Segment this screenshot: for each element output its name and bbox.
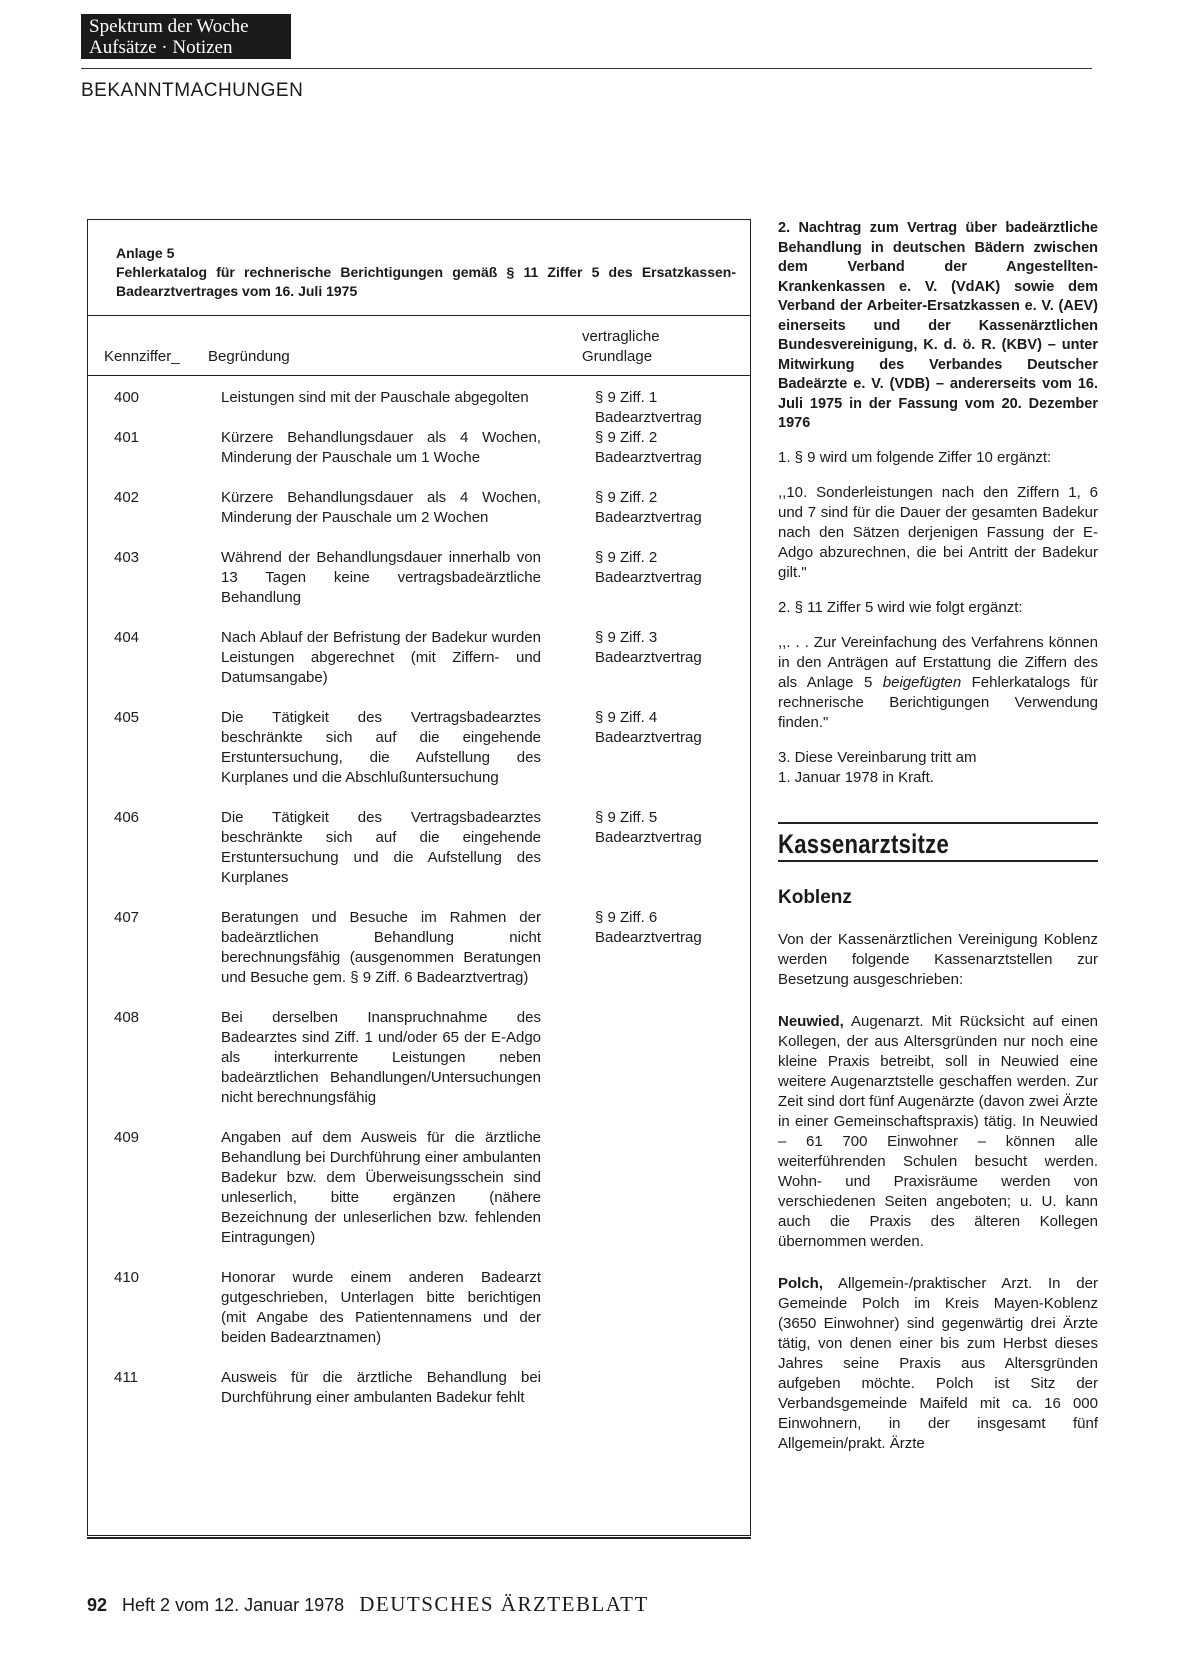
table-row [88,488,750,528]
table-row [88,1268,750,1348]
kassen-entry-neuwied: Neuwied, Augenarzt. Mit Rücksicht auf einen Kollegen, der aus Altersgründen nur noch eine kleine Praxis betreibt, soll in Neuwied eine weitere Augenarztstelle geschaffen werden. Zur Zeit sind dort fünf Augenärzte (davon zwei Ärzte in einer Gemeinschaftspraxis) tätig. In Neuwied – 61 700 Einwohner – können alle weiterführenden Schulen besucht werden. Wohn- und Praxisräume werden von verschiedenen Seiten angeboten; u. U. kann auch die Praxis des älteren Kollegen übernommen werden. [778,1012,1098,1250]
table-row [88,548,750,608]
row-basis: § 9 Ziff. 1 Badearztvertrag [595,389,702,426]
right-column [778,219,1098,1469]
kassen-title: Kassenarztsitze [778,828,950,859]
kassen-subtitle: Koblenz [778,886,852,908]
row-code: 403 [114,549,140,566]
error-catalog-table [87,219,751,1536]
page-number: 92 [87,1595,108,1615]
row-code: 400 [114,389,140,406]
row-reason: Die Tätigkeit des Vertragsbadearztes beschränkte sich auf die eingehende Erstuntersuchung, die Aufstellung des Kurplanes und die Abschlußuntersuchung [221,709,541,786]
section-badge [81,14,291,59]
row-reason: Kürzere Behandlungsdauer als 4 Wochen, Minderung der Pauschale um 1 Woche [221,429,541,466]
column-header-reason: Begründung [208,348,290,365]
journal-name: DEUTSCHES ÄRZTEBLATT [359,1592,649,1616]
row-basis: § 9 Ziff. 2 Badearztvertrag [595,489,702,526]
row-code: 411 [114,1369,138,1386]
badge-line-1: Spektrum der Woche [89,16,249,37]
table-row [88,388,750,426]
issue-info: Heft 2 vom 12. Januar 1978 [122,1595,345,1615]
kassen-entry-polch: Polch, Allgemein-/praktischer Arzt. In der Gemeinde Polch im Kreis Mayen-Koblenz (3650 Einwohner) sind gegenwärtig drei Ärzte tätig, von denen einer bis zum Herbst dieses Jahres seine Praxis aus Altersgründen aufgeben möchte. Polch ist Sitz der Verbandsgemeinde Maifeld mit ca. 16 000 Einwohnern, in der insgesamt fünf Allgemein/prakt. Ärzte [778,1274,1098,1452]
table-bottom-rule [87,1537,751,1539]
row-code: 408 [114,1009,140,1026]
row-basis: § 9 Ziff. 2 Badearztvertrag [595,549,702,586]
row-code: 407 [114,909,140,926]
row-reason: Während der Behandlungsdauer innerhalb von 13 Tagen keine vertragsbadeärztliche Behandlung [221,549,541,606]
row-reason: Die Tätigkeit des Vertragsbadearztes beschränkte sich auf die eingehende Erstuntersuchung und die Aufstellung des Kurplanes [221,809,541,886]
table-row [88,908,750,988]
table-row [88,708,750,788]
row-basis: § 9 Ziff. 2 Badearztvertrag [595,429,702,466]
section-title: BEKANNTMACHUNGEN [81,80,304,101]
table-row [88,628,750,688]
notice-paragraph-3: 2. § 11 Ziffer 5 wird wie folgt ergänzt: [778,598,1023,616]
table-rows [88,388,750,1428]
row-code: 410 [114,1269,140,1286]
row-reason: Beratungen und Besuche im Rahmen der badeärztlichen Behandlung nicht berechnungsfähig (ausgenommen Beratungen und Besuche gem. § 9 Ziff. 6 Badearztvertrag) [221,909,541,986]
column-header-code: Kennziffer_ [104,348,180,365]
row-code: 406 [114,809,140,826]
kassen-rule-top [778,822,1098,824]
badge-line-2: Aufsätze · Notizen [89,37,233,58]
row-basis: § 9 Ziff. 3 Badearztvertrag [595,629,702,666]
table-row [88,1128,750,1248]
table-divider [88,315,750,316]
row-basis: § 9 Ziff. 6 Badearztvertrag [595,909,702,946]
notice-paragraph-2: ,,10. Sonderleistungen nach den Ziffern 1, 6 und 7 sind für die Dauer der gesamten Badekur nach den Sätzen derjenigen Fassung der E-Adgo abzurechnen, die bei Antritt der Badekur gilt." [778,483,1098,581]
row-code: 402 [114,489,140,506]
table-header-rule [88,375,750,376]
row-code: 405 [114,709,140,726]
table-header [116,244,736,301]
row-reason: Ausweis für die ärztliche Behandlung bei Durchführung einer ambulanten Badekur fehlt [221,1369,541,1406]
row-reason: Honorar wurde einem anderen Badearzt gutgeschrieben, Unterlagen bitte berichtigen (mit Angabe des Patientennamens und der beiden Badearztnamen) [221,1269,541,1346]
table-row [88,428,750,468]
table-row [88,1008,750,1108]
row-code: 409 [114,1129,140,1146]
notice-paragraph-4: ,,. . . Zur Vereinfachung des Verfahrens können in den Anträgen auf Erstattung die Ziffern des als Anlage 5 beigefügten Fehlerkatalogs für rechnerische Berichtigungen Verwendung finden." [778,633,1098,731]
row-reason: Leistungen sind mit der Pauschale abgegolten [221,389,529,406]
kassen-rule-bottom [778,860,1098,862]
row-basis: § 9 Ziff. 5 Badearztvertrag [595,809,702,846]
notice-paragraph-1: 1. § 9 wird um folgende Ziffer 10 ergänzt: [778,448,1052,466]
page-footer [87,1592,649,1617]
kassen-intro: Von der Kassenärztlichen Vereinigung Koblenz werden folgende Kassenarztstellen zur Besetzung ausgeschrieben: [778,930,1098,988]
row-code: 401 [114,429,140,446]
row-reason: Bei derselben Inanspruchnahme des Badearztes sind Ziff. 1 und/oder 65 der E-Adgo als interkurrente Leistungen neben badeärztlichen Behandlungen/Untersuchungen nicht berechnungsfähig [221,1009,541,1106]
row-reason: Kürzere Behandlungsdauer als 4 Wochen, Minderung der Pauschale um 2 Wochen [221,489,541,526]
header-rule [81,68,1092,69]
column-header-basis: vertragliche Grundlage [582,328,660,365]
table-row [88,1368,750,1408]
row-basis: § 9 Ziff. 4 Badearztvertrag [595,709,702,746]
row-reason: Angaben auf dem Ausweis für die ärztliche Behandlung bei Durchführung einer ambulanten Badekur bzw. dem Überweisungsschein sind unleserlich, bitte ergänzen (nähere Bezeichnung der unleserlichen bzw. fehlenden Eintragungen) [221,1129,541,1246]
row-reason: Nach Ablauf der Befristung der Badekur wurden Leistungen abgerechnet (mit Ziffern- und Datumsangabe) [221,629,541,686]
table-caption: Fehlerkatalog für rechnerische Berichtigungen gemäß § 11 Ziffer 5 des Ersatzkassen-Badearztvertrages vom 16. Juli 1975 [116,264,736,299]
annex-label: Anlage 5 [116,245,175,261]
table-row [88,808,750,888]
notice-paragraph-5: 3. Diese Vereinbarung tritt am 1. Januar 1978 in Kraft. [778,748,977,786]
row-code: 404 [114,629,140,646]
notice-title: 2. Nachtrag zum Vertrag über badeärztliche Behandlung in deutschen Bädern zwischen dem Verband der Angestellten-Krankenkassen e. V. (VdAK) sowie dem Verband der Arbeiter-Ersatzkassen e. V. (AEV) einerseits und der Kassenärztlichen Bundesvereinigung, K. d. ö. R. (KBV) – unter Mitwirkung des Verbandes Deutscher Badeärzte e. V. (VDB) – andererseits vom 16. Juli 1975 in der Fassung vom 20. Dezember 1976 [778,220,1098,431]
